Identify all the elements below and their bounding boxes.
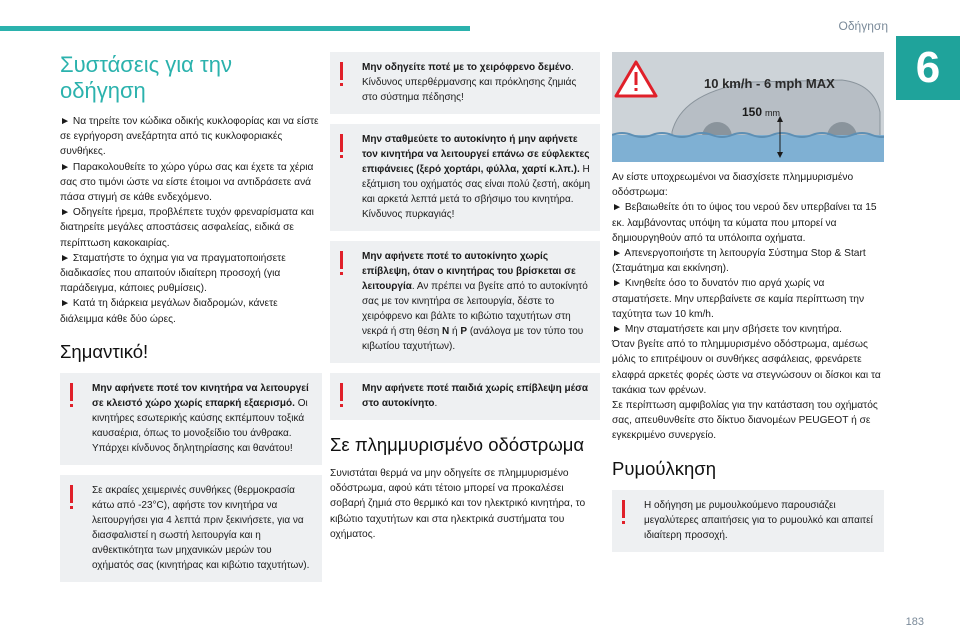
bullet-1: ► Να τηρείτε τον κώδικα οδικής κυκλοφορίας και να είστε σε εγρήγορση ανεξάρτητα από τις κυκλοφοριακές συνθήκες. [60,116,319,158]
gear-park-label: P [460,326,468,337]
car-in-water-drawing [612,52,884,162]
warning-bold: Μην αφήνετε ποτέ παιδιά χωρίς επίβλεψη μέσα στο αυτοκίνητο [362,383,589,409]
warning-text: . Αν πρέπει να βγείτε από το αυτοκίνητό σας με τον κινητήρα σε λειτουργία, δέστε το χειρόφρενο και βάλτε το κιβώτιο ταχυτήτων στη νεκρά ή στη θέση [362,281,588,337]
warning-bold: Μην οδηγείτε ποτέ με το χειρόφρενο δεμένο [362,62,572,73]
after-flood-text: Όταν βγείτε από το πλημμυρισμένο οδόστρωμα, αμέσως μόλις το επιτρέψουν οι συνθήκες ασφάλειας, φρενάρετε ελαφρά αρκετές φορές ώστε να στεγνώσουν οι δίσκοι και τα τακάκια των φρένων. [612,339,881,396]
warning-icon [338,383,346,407]
bullet-2: ► Απενεργοποιήστε τη λειτουργία Σύστημα Stop & Start (Σταμάτημα και εκκίνηση). [612,248,866,275]
bullet-5: ► Κατά τη διάρκεια μεγάλων διαδρομών, κάνετε διάλειμμα κάθε δύο ώρες. [60,298,278,325]
warning-icon [68,485,76,509]
header-accent-bar [0,26,470,31]
warning-bold: Μην σταθμεύετε το αυτοκίνητο ή μην αφήνετε τον κινητήρα να λειτουργεί επάνω σε εύφλεκτες επιφάνειες (ξερό χορτάρι, φύλλα, χαρτί κ.λπ.). [362,134,590,175]
warning-bold: Μην αφήνετε ποτέ τον κινητήρα να λειτουργεί σε κλειστό χώρο χωρίς επαρκή εξαερισμό. [92,382,309,409]
important-heading: Σημαντικό! [60,340,149,362]
max-speed-label: 10 km/h - 6 mph MAX [704,76,835,91]
warning-text: (ανάλογα με τον τύπο του κιβωτίου ταχυτήτων). [362,326,584,352]
warning-bold: Μην αφήνετε ποτέ το αυτοκίνητο χωρίς επίβλεψη, όταν ο κινητήρας του βρίσκεται σε λειτουργία [362,251,576,292]
gear-neutral-label: N [442,326,450,337]
flooded-road-heading: Σε πλημμυρισμένο οδόστρωμα [330,434,585,455]
warning-text: Η εξάτμιση του οχήματός σας είναι πολύ ζεστή, ακόμη και αρκετά λεπτά μετά το σβήσιμο του κινητήρα. Κίνδυνος πυρκαγιάς! [362,164,591,220]
warning-text: ή [449,326,461,337]
warning-icon [620,500,628,524]
warning-icon [338,62,346,86]
water-depth-value: 150 [742,105,763,119]
warning-icon [68,383,76,407]
bullet-3: ► Κινηθείτε όσο το δυνατόν πιο αργά χωρίς να σταματήσετε. Μην υπερβαίνετε σε καμία περίπτωση την ταχύτητα των 10 km/h. [612,278,865,320]
warning-box [612,490,884,552]
warning-box [330,124,600,231]
bullet-4: ► Σταματήστε το όχημα για να πραγματοποιήσετε διαδικασίες που απαιτούν ιδιαίτερη προσοχή (για παράδειγμα, κάποιες ρυθμίσεις). [60,252,286,295]
warning-text: Η οδήγηση με ρυμουλκούμενο παρουσιάζει μεγαλύτερες απαιτήσεις για το ρυμουλκό και απαιτεί ιδιαίτερη προσοχή. [644,499,873,541]
warning-text: . Κίνδυνος υπερθέρμανσης και πρόκλησης ζημιάς στο σύστημα πέδησης! [362,62,577,103]
column-3 [612,52,884,562]
warning-text: Οι κινητήρες εσωτερικής καύσης εκπέμπουν τοξικά καυσαέρια, όπως το μονοξείδιο του άνθρακα. Υπάρχει κίνδυνος δηλητηρίασης και θανάτου! [92,397,308,454]
bullet-1: ► Βεβαιωθείτε ότι το ύψος του νερού δεν υπερβαίνει τα 15 εκ. λαμβάνοντας υπόψη τα κύματα που μπορεί να δημιουργηθούν από τα υπόλοιπα οχήματα. [612,202,877,244]
section-title-driving-advice: Συστάσεις για την οδήγηση [60,52,232,103]
warning-box [330,241,600,363]
warning-box [60,475,322,582]
flooded-road-illustration [612,52,884,162]
towing-heading: Ρυμούλκηση [612,457,717,479]
column-1 [60,52,322,592]
warning-icon [338,251,346,275]
warning-text: Σε ακραίες χειμερινές συνθήκες (θερμοκρασία κάτω από -23°C), αφήστε τον κινητήρα να λειτουργήσει για 4 λεπτά πριν ξεκινήσετε, για να διασφαλιστεί η σωστή λειτουργία και η ανθεκτικότητα των μηχανικών μερών του οχήματός σας (κινητήρας και κιβώτιο ταχυτήτων). [92,484,310,571]
bullet-4: ► Μην σταματήσετε και μην σβήσετε τον κινητήρα. [612,324,842,336]
warning-box [330,373,600,420]
dealer-advice-text: Σε περίπτωση αμφιβολίας για την κατάσταση του οχήματός σας, απευθυνθείτε στο δίκτυο διανομέων PEUGEOT ή σε εγκεκριμένο συνεργείο. [612,400,878,442]
flooded-road-text: Συνιστάται θερμά να μην οδηγείτε σε πλημμυρισμένο οδόστρωμα, αφού κάτι τέτοιο μπορεί να προκαλέσει σοβαρή ζημιά στο θερμικό και τον ηλεκτρικό κινητήρα, το κιβώτιο ταχυτήτων και στα ηλεκτρικά συστήματα του οχήματος. [330,468,586,540]
bullet-3: ► Οδηγείτε ήρεμα, προβλέπετε τυχόν φρεναρίσματα και διατηρείτε μεγάλες αποστάσεις ασφαλείας, ειδικά σε περίπτωση κακοκαιρίας. [60,207,314,249]
page-header-title: Οδήγηση [838,19,888,33]
warning-box [330,52,600,114]
water-depth-unit: mm [765,108,781,118]
column-2 [330,52,600,542]
warning-icon [338,134,346,158]
svg-text:150mm [742,105,780,119]
warning-text: . [434,398,438,409]
flooded-intro: Αν είστε υποχρεωμένοι να διασχίσετε πλημμυρισμένο οδόστρωμα: [612,172,854,199]
chapter-number-badge: 6 [896,36,960,100]
bullet-2: ► Παρακολουθείτε το χώρο γύρω σας και έχετε τα χέρια σας στο τιμόνι ώστε να είστε έτοιμοι να αντιδράσετε ανά πάσα στιγμή σε κάθε ενδεχόμενο. [60,161,314,204]
warning-box [60,373,322,465]
page-number: 183 [905,616,924,628]
